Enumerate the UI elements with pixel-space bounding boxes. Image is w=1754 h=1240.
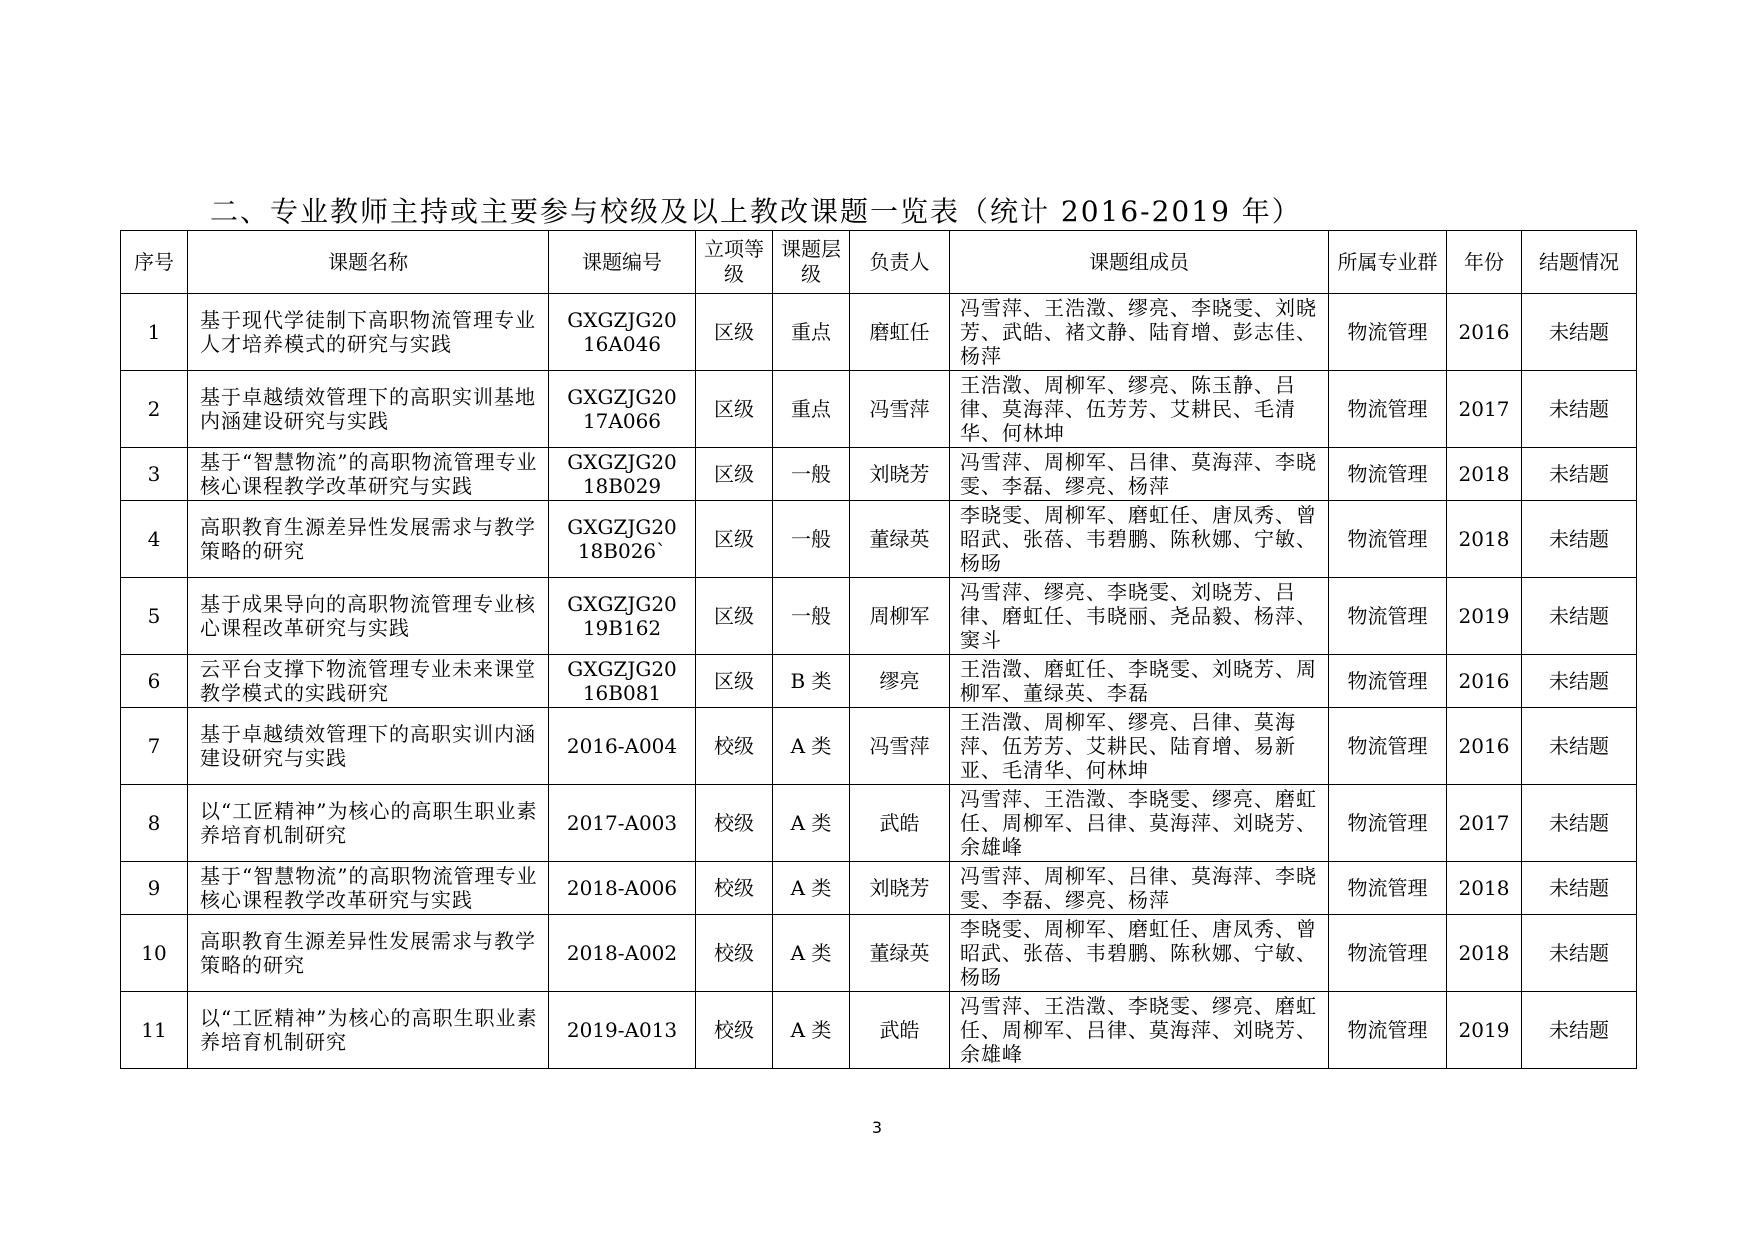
- project-members: 冯雪萍、缪亮、李晓雯、刘晓芳、吕律、磨虹任、韦晓丽、尧品毅、杨萍、窦斗: [950, 578, 1329, 655]
- table-row: [121, 992, 1637, 1069]
- project-group: 物流管理: [1329, 862, 1447, 915]
- project-members: 冯雪萍、周柳军、吕律、莫海萍、李晓雯、李磊、缪亮、杨萍: [950, 448, 1329, 501]
- project-name: 基于卓越绩效管理下的高职实训基地内涵建设研究与实践: [188, 371, 549, 448]
- project-members: 王浩澂、磨虹任、李晓雯、刘晓芳、周柳军、董绿英、李磊: [950, 655, 1329, 708]
- row-number: 7: [121, 708, 188, 785]
- project-status: 未结题: [1522, 862, 1637, 915]
- project-leader: 周柳军: [850, 578, 950, 655]
- project-members: 李晓雯、周柳军、磨虹任、唐凤秀、曾昭武、张蓓、韦碧鹏、陈秋娜、宁敏、杨旸: [950, 915, 1329, 992]
- project-level: A 类: [773, 708, 850, 785]
- project-grade: 校级: [696, 708, 773, 785]
- project-group: 物流管理: [1329, 501, 1447, 578]
- project-year: 2018: [1447, 915, 1522, 992]
- project-members: 王浩澂、周柳军、缪亮、陈玉静、吕律、莫海萍、伍芳芳、艾耕民、毛清华、何林坤: [950, 371, 1329, 448]
- project-grade: 区级: [696, 294, 773, 371]
- row-number: 3: [121, 448, 188, 501]
- project-year: 2016: [1447, 655, 1522, 708]
- project-level: A 类: [773, 785, 850, 862]
- project-year: 2019: [1447, 992, 1522, 1069]
- project-code: GXGZJG2019B162: [549, 578, 696, 655]
- project-leader: 冯雪萍: [850, 371, 950, 448]
- project-year: 2016: [1447, 294, 1522, 371]
- page-number: 3: [871, 1118, 883, 1137]
- header-grade: 立项等级: [696, 231, 773, 294]
- project-level: 一般: [773, 448, 850, 501]
- header-members: 课题组成员: [950, 231, 1329, 294]
- project-group: 物流管理: [1329, 708, 1447, 785]
- project-name: 基于“智慧物流”的高职物流管理专业核心课程教学改革研究与实践: [188, 448, 549, 501]
- project-code: 2017-A003: [549, 785, 696, 862]
- project-status: 未结题: [1522, 708, 1637, 785]
- project-leader: 董绿英: [850, 501, 950, 578]
- project-members: 王浩澂、周柳军、缪亮、吕律、莫海萍、伍芳芳、艾耕民、陆育增、易新亚、毛清华、何林坤: [950, 708, 1329, 785]
- project-level: A 类: [773, 862, 850, 915]
- project-leader: 冯雪萍: [850, 708, 950, 785]
- project-level: 一般: [773, 501, 850, 578]
- project-year: 2016: [1447, 708, 1522, 785]
- project-group: 物流管理: [1329, 785, 1447, 862]
- project-leader: 武皓: [850, 992, 950, 1069]
- project-group: 物流管理: [1329, 578, 1447, 655]
- project-code: GXGZJG2016A046: [549, 294, 696, 371]
- project-status: 未结题: [1522, 915, 1637, 992]
- project-members: 冯雪萍、王浩澂、缪亮、李晓雯、刘晓芳、武皓、褚文静、陆育增、彭志佳、杨萍: [950, 294, 1329, 371]
- project-year: 2017: [1447, 371, 1522, 448]
- project-group: 物流管理: [1329, 655, 1447, 708]
- project-grade: 校级: [696, 992, 773, 1069]
- header-no: 序号: [121, 231, 188, 294]
- project-name: 基于卓越绩效管理下的高职实训内涵建设研究与实践: [188, 708, 549, 785]
- table-header-row: [121, 231, 1637, 294]
- project-status: 未结题: [1522, 655, 1637, 708]
- row-number: 1: [121, 294, 188, 371]
- row-number: 6: [121, 655, 188, 708]
- header-code: 课题编号: [549, 231, 696, 294]
- project-grade: 区级: [696, 655, 773, 708]
- table-row: [121, 371, 1637, 448]
- table-row: [121, 785, 1637, 862]
- project-code: GXGZJG2018B026`: [549, 501, 696, 578]
- project-group: 物流管理: [1329, 915, 1447, 992]
- table-row: [121, 862, 1637, 915]
- project-level: A 类: [773, 992, 850, 1069]
- table-row: [121, 578, 1637, 655]
- project-status: 未结题: [1522, 448, 1637, 501]
- project-grade: 校级: [696, 915, 773, 992]
- project-name: 云平台支撑下物流管理专业未来课堂教学模式的实践研究: [188, 655, 549, 708]
- project-members: 冯雪萍、周柳军、吕律、莫海萍、李晓雯、李磊、缪亮、杨萍: [950, 862, 1329, 915]
- row-number: 8: [121, 785, 188, 862]
- project-leader: 磨虹任: [850, 294, 950, 371]
- project-level: B 类: [773, 655, 850, 708]
- project-grade: 校级: [696, 862, 773, 915]
- project-level: 重点: [773, 294, 850, 371]
- project-status: 未结题: [1522, 501, 1637, 578]
- project-members: 冯雪萍、王浩澂、李晓雯、缪亮、磨虹任、周柳军、吕律、莫海萍、刘晓芳、余雄峰: [950, 785, 1329, 862]
- project-members: 李晓雯、周柳军、磨虹任、唐凤秀、曾昭武、张蓓、韦碧鹏、陈秋娜、宁敏、杨旸: [950, 501, 1329, 578]
- project-name: 高职教育生源差异性发展需求与教学策略的研究: [188, 501, 549, 578]
- row-number: 5: [121, 578, 188, 655]
- project-code: GXGZJG2016B081: [549, 655, 696, 708]
- row-number: 2: [121, 371, 188, 448]
- project-status: 未结题: [1522, 992, 1637, 1069]
- row-number: 9: [121, 862, 188, 915]
- row-number: 10: [121, 915, 188, 992]
- header-year: 年份: [1447, 231, 1522, 294]
- project-leader: 武皓: [850, 785, 950, 862]
- project-leader: 刘晓芳: [850, 448, 950, 501]
- project-level: 重点: [773, 371, 850, 448]
- table-row: [121, 448, 1637, 501]
- project-level: A 类: [773, 915, 850, 992]
- project-code: 2018-A006: [549, 862, 696, 915]
- project-grade: 区级: [696, 371, 773, 448]
- row-number: 4: [121, 501, 188, 578]
- project-leader: 刘晓芳: [850, 862, 950, 915]
- document-title: 二、专业教师主持或主要参与校级及以上教改课题一览表（统计 2016-2019 年）: [210, 195, 1302, 228]
- project-grade: 区级: [696, 448, 773, 501]
- project-year: 2017: [1447, 785, 1522, 862]
- header-leader: 负责人: [850, 231, 950, 294]
- projects-table: [120, 230, 1637, 1069]
- project-code: 2016-A004: [549, 708, 696, 785]
- project-name: 以“工匠精神”为核心的高职生职业素养培育机制研究: [188, 785, 549, 862]
- project-grade: 校级: [696, 785, 773, 862]
- project-name: 基于成果导向的高职物流管理专业核心课程改革研究与实践: [188, 578, 549, 655]
- header-group: 所属专业群: [1329, 231, 1447, 294]
- project-name: 基于“智慧物流”的高职物流管理专业核心课程教学改革研究与实践: [188, 862, 549, 915]
- project-leader: 缪亮: [850, 655, 950, 708]
- project-members: 冯雪萍、王浩澂、李晓雯、缪亮、磨虹任、周柳军、吕律、莫海萍、刘晓芳、余雄峰: [950, 992, 1329, 1069]
- project-year: 2018: [1447, 501, 1522, 578]
- project-year: 2018: [1447, 862, 1522, 915]
- header-level: 课题层级: [773, 231, 850, 294]
- project-status: 未结题: [1522, 785, 1637, 862]
- project-status: 未结题: [1522, 294, 1637, 371]
- table-row: [121, 915, 1637, 992]
- project-year: 2019: [1447, 578, 1522, 655]
- row-number: 11: [121, 992, 188, 1069]
- project-code: GXGZJG2018B029: [549, 448, 696, 501]
- project-group: 物流管理: [1329, 992, 1447, 1069]
- project-level: 一般: [773, 578, 850, 655]
- header-status: 结题情况: [1522, 231, 1637, 294]
- project-code: 2019-A013: [549, 992, 696, 1069]
- project-group: 物流管理: [1329, 448, 1447, 501]
- project-status: 未结题: [1522, 371, 1637, 448]
- project-leader: 董绿英: [850, 915, 950, 992]
- project-name: 基于现代学徒制下高职物流管理专业人才培养模式的研究与实践: [188, 294, 549, 371]
- project-name: 高职教育生源差异性发展需求与教学策略的研究: [188, 915, 549, 992]
- project-group: 物流管理: [1329, 294, 1447, 371]
- table-row: [121, 708, 1637, 785]
- table-row: [121, 294, 1637, 371]
- table-body: [121, 294, 1637, 1069]
- table-row: [121, 655, 1637, 708]
- project-grade: 区级: [696, 501, 773, 578]
- table-row: [121, 501, 1637, 578]
- header-name: 课题名称: [188, 231, 549, 294]
- project-grade: 区级: [696, 578, 773, 655]
- project-group: 物流管理: [1329, 371, 1447, 448]
- project-status: 未结题: [1522, 578, 1637, 655]
- project-name: 以“工匠精神”为核心的高职生职业素养培育机制研究: [188, 992, 549, 1069]
- project-code: GXGZJG2017A066: [549, 371, 696, 448]
- project-year: 2018: [1447, 448, 1522, 501]
- project-code: 2018-A002: [549, 915, 696, 992]
